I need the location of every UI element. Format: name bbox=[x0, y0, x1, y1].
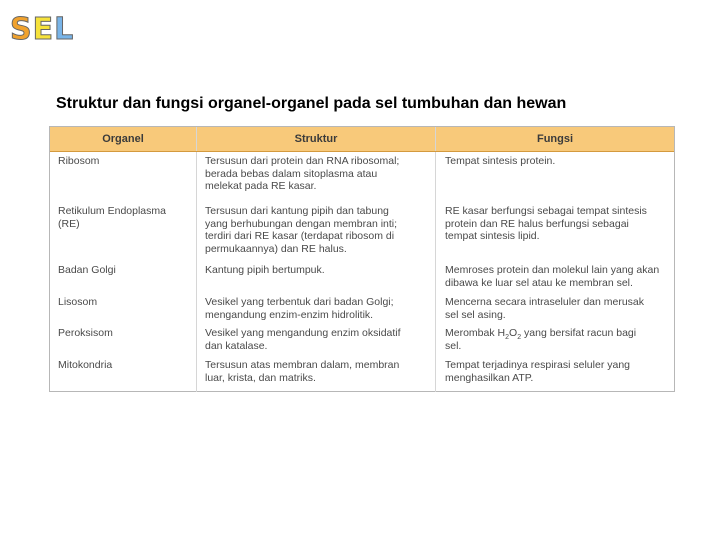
organel-table bbox=[49, 126, 675, 392]
fungsi-peroksisom-sub2: 2 bbox=[517, 334, 522, 342]
cell-organel-golgi: Badan Golgi bbox=[58, 264, 116, 276]
cell-struktur-ribosom: Tersusun dari protein dan RNA ribosomal; berada bebas dalam sitoplasma atau melekat pada RE kasar. bbox=[205, 155, 400, 193]
table-header-row bbox=[50, 127, 674, 152]
fungsi-peroksisom-mid: O bbox=[509, 327, 518, 339]
cell-struktur-peroksisom: Vesikel yang mengandung enzim oksidatif dan katalase. bbox=[205, 327, 401, 352]
cell-organel-ribosom: Ribosom bbox=[58, 155, 100, 167]
cell-struktur-lisosom: Vesikel yang terbentuk dari badan Golgi; mengandung enzim-enzim hidrolitik. bbox=[205, 296, 394, 321]
fungsi-peroksisom-post: yang bersifat racun bagi sel. bbox=[445, 327, 637, 352]
cell-organel-mitokondria: Mitokondria bbox=[58, 359, 113, 371]
cell-organel-lisosom: Lisosom bbox=[58, 296, 98, 308]
fungsi-peroksisom-pre: Merombak H bbox=[445, 327, 506, 339]
table-body bbox=[50, 152, 674, 392]
cell-fungsi-golgi: Memroses protein dan molekul lain yang akan dibawa ke luar sel atau ke membran sel. bbox=[445, 264, 660, 289]
logo-letter-s: S bbox=[10, 12, 33, 47]
sel-logo bbox=[10, 12, 74, 48]
fungsi-column bbox=[436, 152, 674, 392]
cell-struktur-golgi: Kantung pipih bertumpuk. bbox=[205, 264, 325, 276]
header-struktur: Struktur bbox=[197, 127, 436, 151]
cell-fungsi-lisosom: Mencerna secara intraseluler dan merusak sel sel asing. bbox=[445, 296, 645, 321]
fungsi-peroksisom-sub1: 2 bbox=[505, 334, 510, 342]
cell-struktur-mitokondria: Tersusun atas membran dalam, membran luar, krista, dan matriks. bbox=[205, 359, 400, 384]
cell-fungsi-mitokondria: Tempat terjadinya respirasi seluler yang menghasilkan ATP. bbox=[445, 359, 631, 384]
cell-struktur-re: Tersusun dari kantung pipih dan tabung yang berhubungan dengan membran inti; terdiri dari RE kasar (terdapat ribosom di permukaannya) dan RE halus. bbox=[205, 205, 398, 255]
struktur-column bbox=[197, 152, 436, 392]
cell-fungsi-peroksisom bbox=[445, 327, 674, 359]
cell-organel-re: Retikulum Endoplasma (RE) bbox=[58, 205, 166, 230]
organel-column bbox=[50, 152, 197, 392]
page-title: Struktur dan fungsi organel-organel pada sel tumbuhan dan hewan bbox=[56, 95, 567, 112]
cell-fungsi-re: RE kasar berfungsi sebagai tempat sintesis protein dan RE halus berfungsi sebagai tempat sintesis lipid. bbox=[445, 205, 647, 243]
header-organel: Organel bbox=[50, 127, 197, 151]
header-fungsi: Fungsi bbox=[536, 133, 574, 145]
cell-organel-peroksisom: Peroksisom bbox=[58, 327, 113, 339]
logo-letter-e: E bbox=[32, 12, 55, 47]
logo-letter-l: L bbox=[54, 12, 75, 47]
cell-fungsi-ribosom: Tempat sintesis protein. bbox=[445, 155, 556, 167]
